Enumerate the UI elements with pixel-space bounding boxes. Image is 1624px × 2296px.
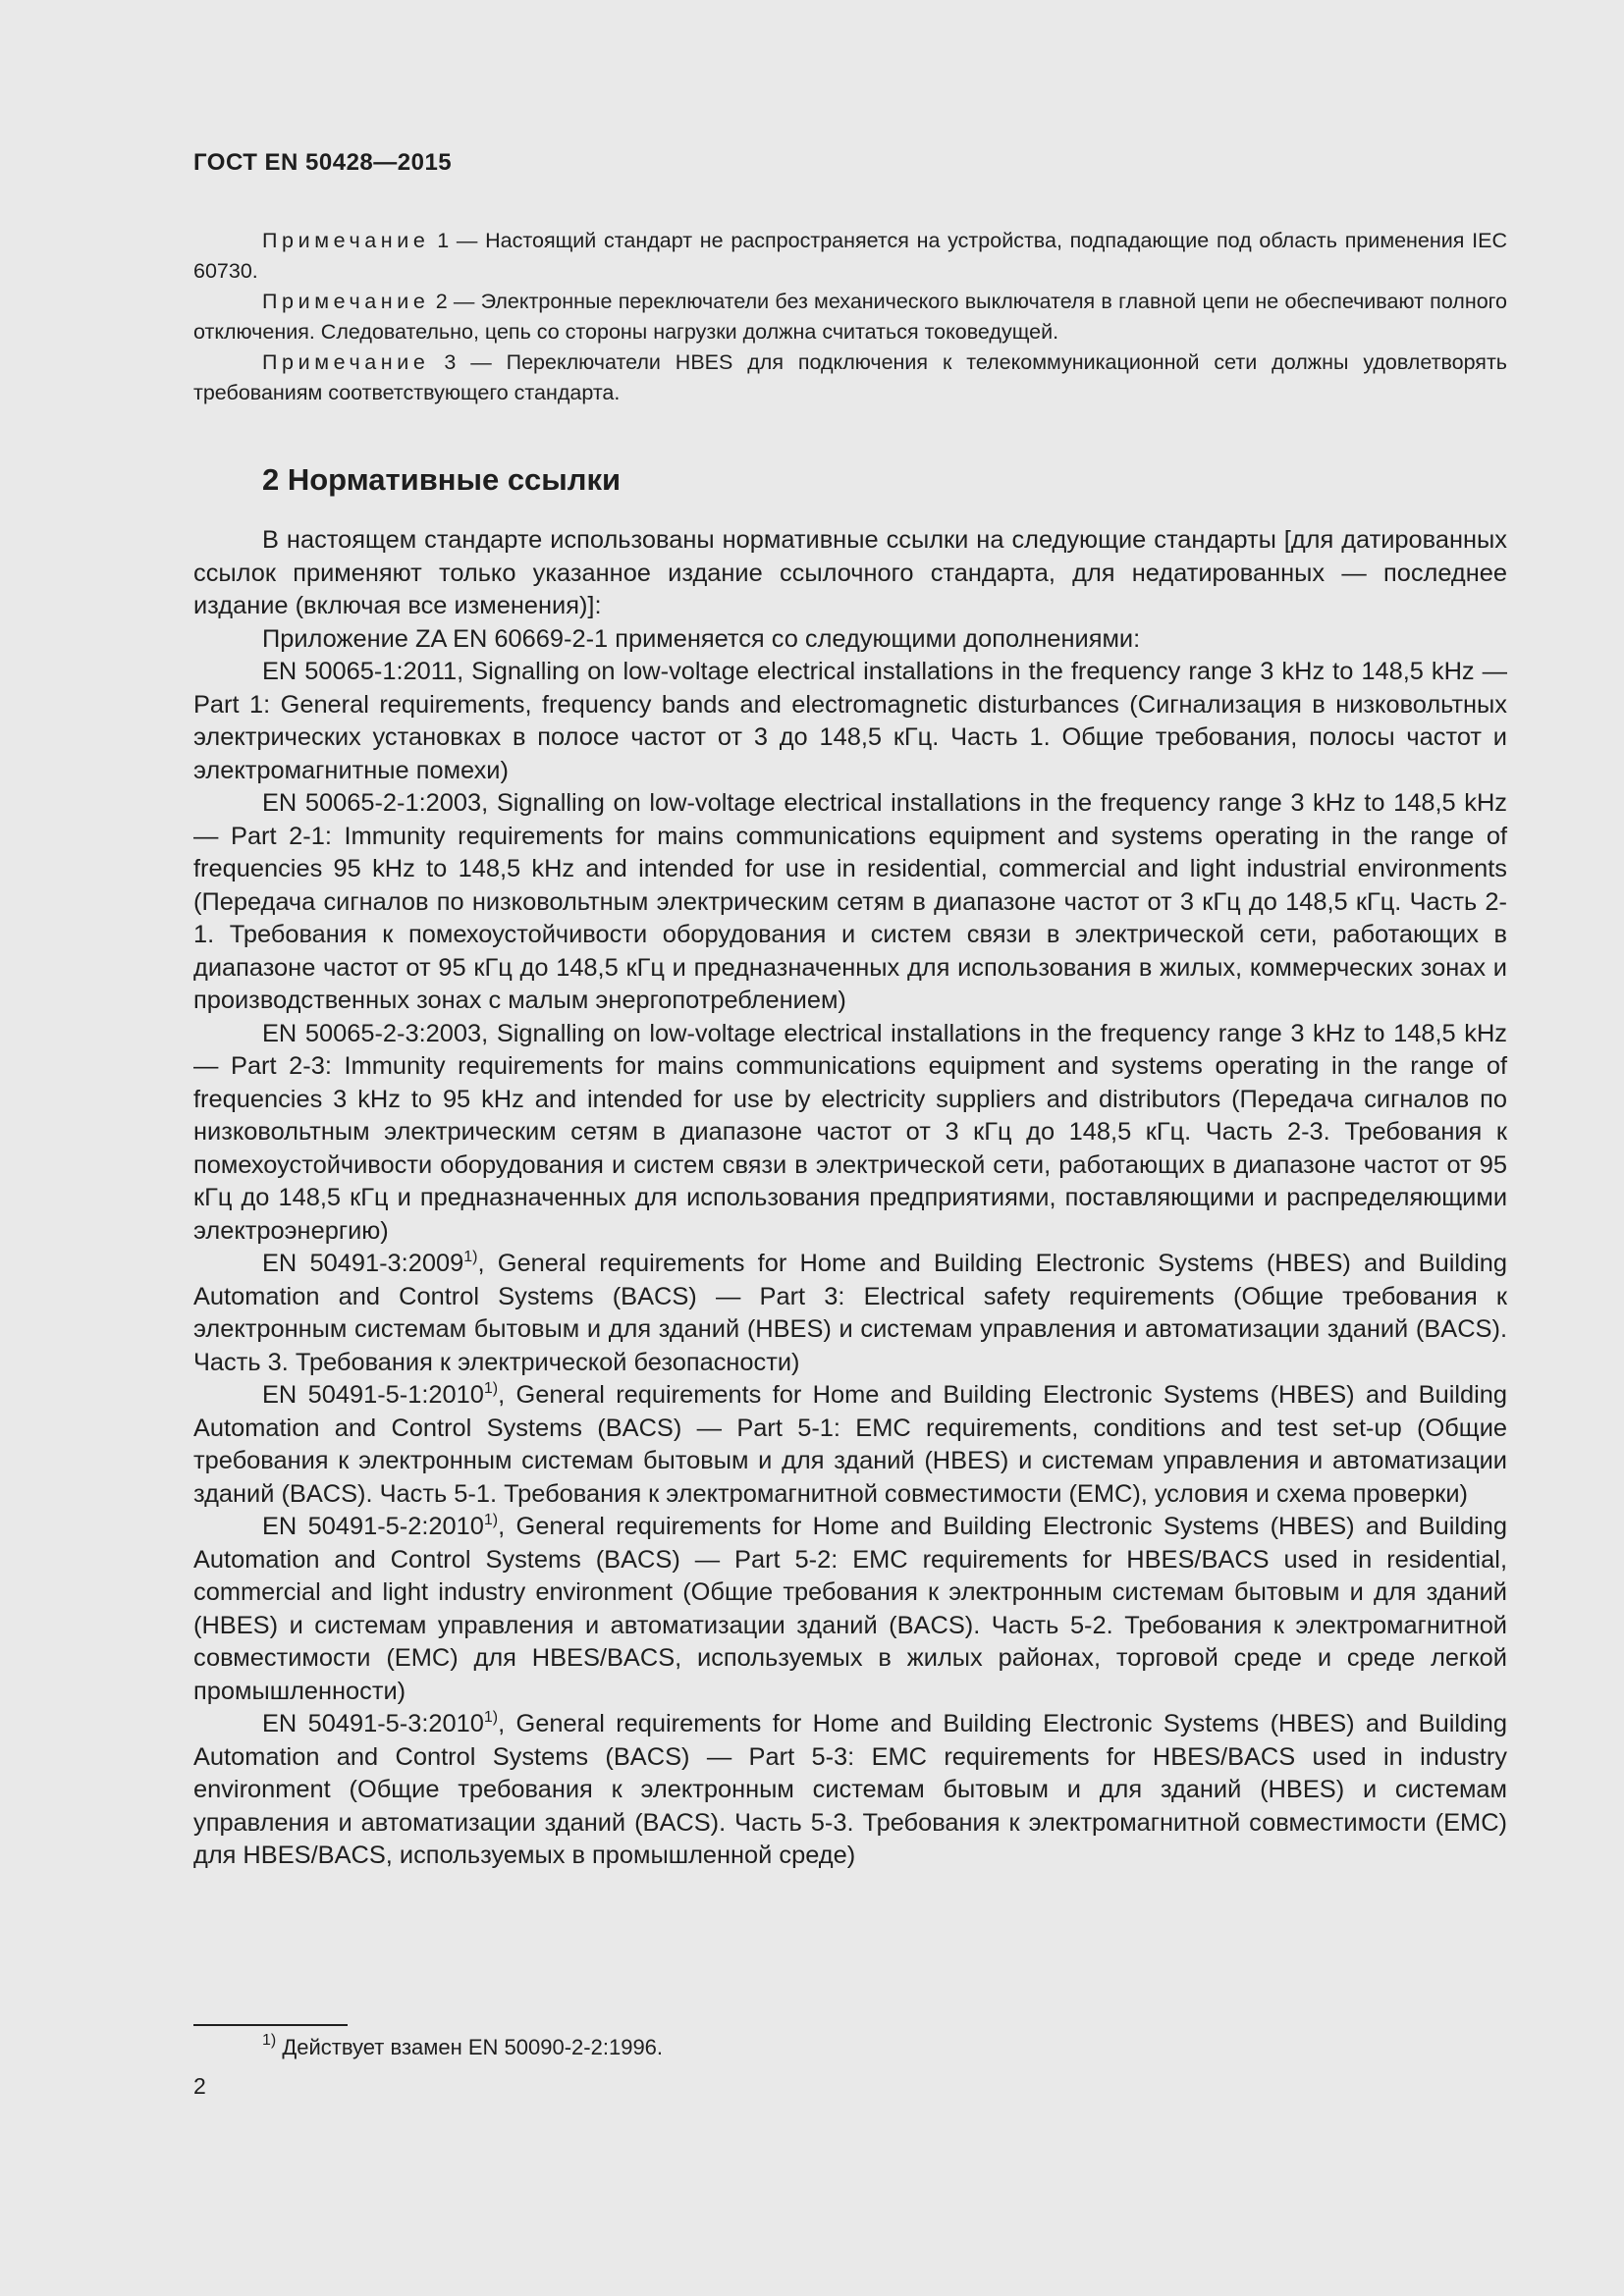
note-label: Примечание [262,350,430,374]
reference-text: , General requirements for Home and Building Electronic Systems (HBES) and Building Automation and Control Systems (BACS) — Part 5-1: EMC requirements, conditions and test set-up (Общие требования к электронным системам бытовым и для зданий (HBES) и системам управления и автоматизации зданий (BACS). Часть 5-1. Требования к электромагнитной совместимости (EMC), условия и схема проверки) [193,1381,1508,1508]
section-intro: В настоящем стандарте использованы нормативные ссылки на следующие стандарты [для датированных ссылок применяют только указанное издание ссылочного стандарта, для недатированных — последнее издание (включая все изменения)]: [193,526,1507,619]
footnote-mark: 1) [262,2032,277,2049]
note-3 [193,347,1507,408]
footnote-marker[interactable]: 1) [463,1249,478,1265]
footnote-marker[interactable]: 1) [483,1380,499,1397]
reference-text: , General requirements for Home and Building Electronic Systems (HBES) and Building Automation and Control Systems (BACS) — Part 5-2: EMC requirements for HBES/BACS used in residential, commercial and light industry environment (Общие требования к электронным системам бытовым и для зданий (HBES) и системам управления и автоматизации зданий (BACS). Часть 5-2. Требования к электромагнитной совместимости (EMC) для HBES/BACS, используемых в жилых районах, торговой среде и среде легкой промышленности) [193,1513,1508,1705]
footnote-marker[interactable]: 1) [483,1709,499,1726]
note-number: 3 [444,350,457,374]
reference-item [193,1511,1507,1708]
note-2 [193,287,1507,347]
reference-code: EN 50491-3:2009 [262,1250,464,1277]
reference-item [193,1379,1507,1511]
reference-code: EN 50491-5-2:2010 [262,1513,484,1540]
reference-item [193,1018,1507,1249]
footnote [262,2032,663,2063]
reference-text: , Signalling on low-voltage electrical installations in the frequency range 3 kHz to 148,5 kHz — Part 2-1: Immunity requirements for mains communications equipment and systems operating in the range of frequencies 95 kHz to 148,5 kHz and intended for use in residential, commercial and light industrial environments (Передача сигналов по низковольтным электрическим сетям в диапазоне частот от 3 кГц до 148,5 кГц. Часть 2-1. Требования к помехоустойчивости оборудования и систем связи в электрической сети, работающих в диапазоне частот от 95 кГц до 148,5 кГц и предназначенных для использования в жилых, коммерческих зонах и производственных зонах с малым энергопотреблением) [193,789,1507,1014]
note-number: 2 [435,290,448,313]
note-text: — Электронные переключатели без механического выключателя в главной цепи не обеспечивают полного отключения. Следовательно, цепь со стороны нагрузки должна считаться токоведущей. [193,290,1507,344]
note-text: — Настоящий стандарт не распространяется на устройства, подпадающие под область применения IEC 60730. [193,229,1507,283]
section-body [193,524,1507,1873]
note-label: Примечание [262,290,430,313]
standard-header: ГОСТ EN 50428—2015 [193,149,453,176]
note-label: Примечание [262,229,430,252]
reference-item [193,656,1507,787]
reference-item [193,787,1507,1018]
note-number: 1 [437,229,450,252]
reference-text: , Signalling on low-voltage electrical installations in the frequency range 3 kHz to 148,5 kHz — Part 1: General requirements, frequency bands and electromagnetic disturbances (Сигнализация в низковольтных электрических установках в полосе частот от 3 до 148,5 кГц. Часть 1. Общие требования, полосы частот и электромагнитные помехи) [193,658,1507,784]
reference-code: EN 50065-1:2011 [262,658,458,685]
reference-item [193,1708,1507,1873]
notes-block [193,226,1507,408]
note-text: — Переключатели HBES для подключения к телекоммуникационной сети должны удовлетворять требованиям соответствующего стандарта. [193,350,1507,404]
reference-code: EN 50491-5-1:2010 [262,1381,484,1409]
page-number: 2 [193,2073,206,2099]
note-1 [193,226,1507,287]
reference-code: EN 50491-5-3:2010 [262,1710,484,1737]
footnote-marker[interactable]: 1) [483,1512,499,1528]
reference-code: EN 50065-2-1:2003 [262,789,482,817]
reference-text: , Signalling on low-voltage electrical installations in the frequency range 3 kHz to 148,5 kHz — Part 2-3: Immunity requirements for mains communications equipment and systems operating in the range of frequencies 3 kHz to 95 kHz and intended for use by electricity suppliers and distributors (Передача сигналов по низковольтным электрическим сетям в диапазоне частот от 3 кГц до 148,5 кГц. Часть 2-3. Требования к помехоустойчивости оборудования и систем связи в электрической сети, работающих в диапазоне частот от 95 кГц до 148,5 кГц и предназначенных для использования предприятиями, поставляющими и распределяющими электроэнергию) [193,1019,1507,1245]
reference-text: , General requirements for Home and Building Electronic Systems (HBES) and Building Automation and Control Systems (BACS) — Part 3: Electrical safety requirements (Общие требования к электронным системам бытовым и для зданий (HBES) и системам управления и автоматизации зданий (BACS). Часть 3. Требования к электрической безопасности) [193,1250,1508,1376]
reference-text: , General requirements for Home and Building Electronic Systems (HBES) and Building Automation and Control Systems (BACS) — Part 5-3: EMC requirements for HBES/BACS used in industry environment (Общие требования к электронным системам бытовым и для зданий (HBES) и системам управления и автоматизации зданий (BACS). Часть 5-3. Требования к электромагнитной совместимости (EMC) для HBES/BACS, используемых в промышленной среде) [193,1710,1508,1869]
annex-line: Приложение ZA EN 60669-2-1 применяется со следующими дополнениями: [262,624,1141,653]
footnote-separator [193,2024,348,2026]
section-heading: 2 Нормативные ссылки [262,462,622,497]
footnote-text: Действует взамен EN 50090-2-2:1996. [276,2035,664,2059]
reference-code: EN 50065-2-3:2003 [262,1019,482,1047]
reference-item [193,1248,1507,1379]
